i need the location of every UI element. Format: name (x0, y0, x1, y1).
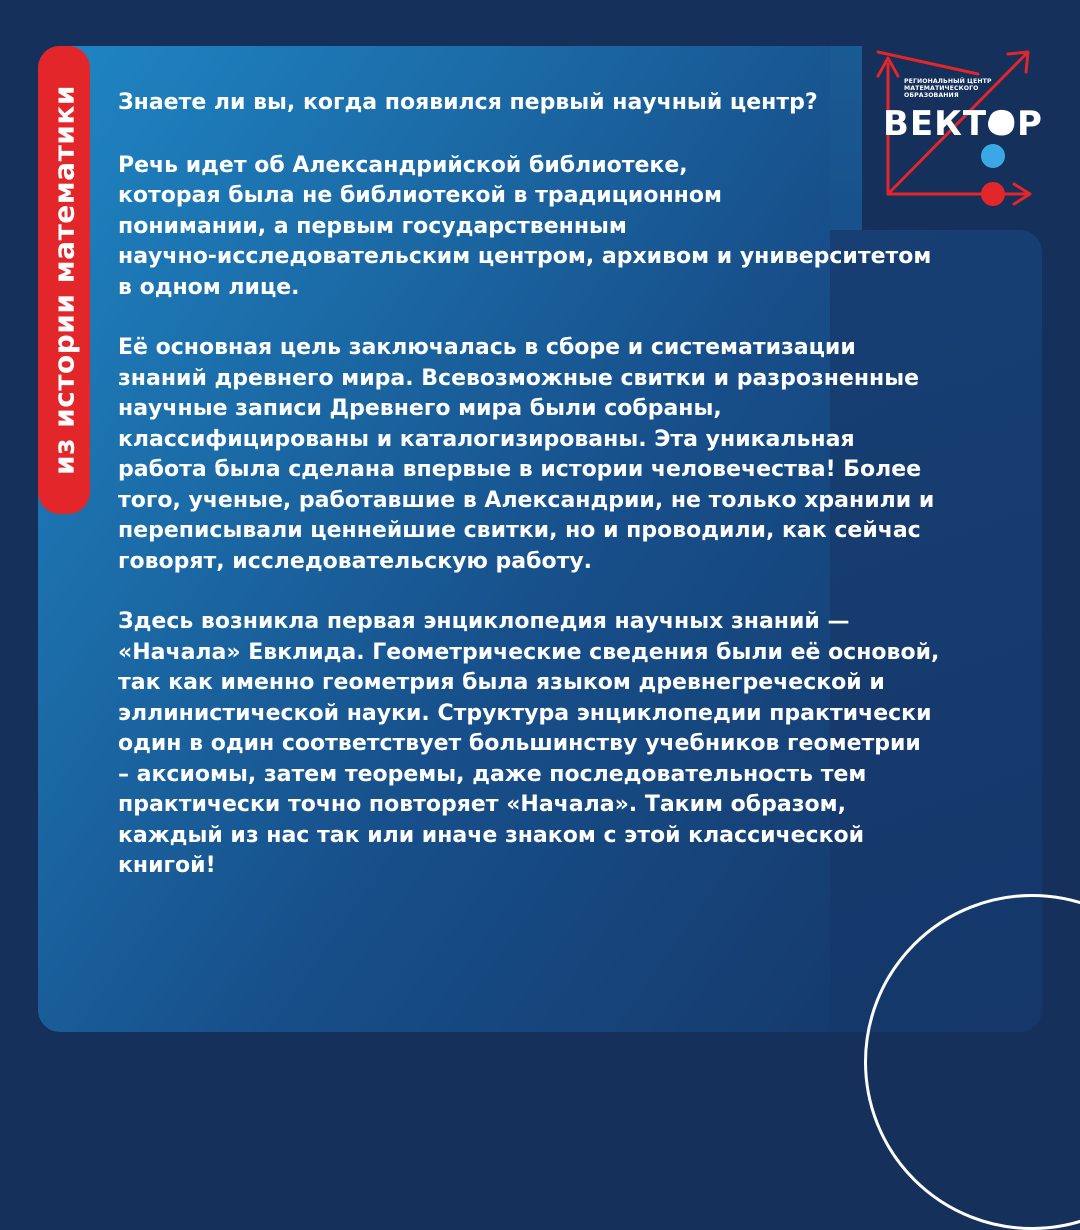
logo-subtitle-line: ОБРАЗОВАНИЯ (904, 92, 959, 100)
logo-name: ВЕКТОР (883, 104, 1043, 144)
side-label: из истории математики (47, 84, 81, 476)
paragraph: Здесь возникла первая энциклопедия научных знаний — «Начала» Евклида. Геометрические сведения были её основой, так как именно геометрия была языком древнегреческой и эллинистической науки. Структура энциклопедии практически один в один соответствует большинству учебников геометрии – аксиомы, затем теоремы, даже последовательность тем практически точно повторяет «Начала». Таким образом, каждый из нас так или иначе знаком с этой классической книгой! (118, 609, 940, 878)
paragraph: Её основная цель заключалась в сборе и систематизации знаний древнего мира. Всевозможные свитки и разрозненные научные записи Древнего мира были собраны, классифицированы и каталогизированы. Эта уникальная работа была сделана впервые в истории человечества! Более того, ученые, работавшие в Александрии, не только хранили и переписывали ценнейшие свитки, но и проводили, как сейчас говорят, исследовательскую работу. (118, 335, 935, 574)
logo-subtitle-line: РЕГИОНАЛЬНЫЙ ЦЕНТР (904, 78, 992, 85)
article-text (118, 88, 1013, 912)
logo-subtitle-line: МАТЕМАТИЧЕСКОГО (904, 85, 979, 93)
paragraph: Речь идет об Александрийской библиотеке, которая была не библиотекой в традиционном понимании, а первым государственным научно-исследовательским центром, архивом и университетом в одном лице. (118, 152, 932, 300)
paragraph-question: Знаете ли вы, когда появился первый научный центр? (118, 90, 818, 115)
